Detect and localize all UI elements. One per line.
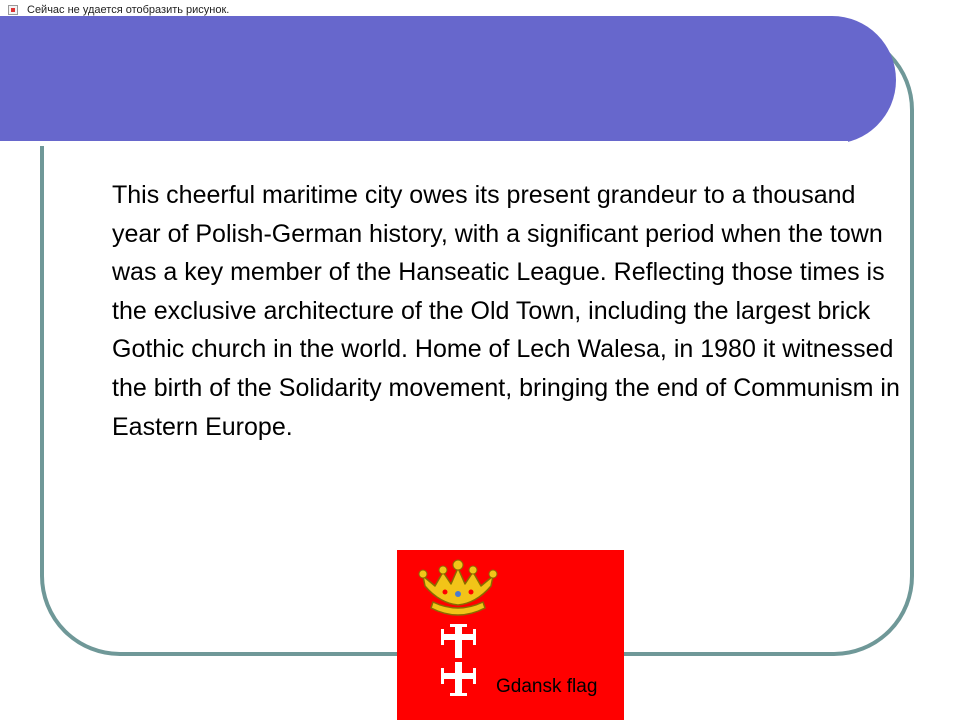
broken-image-icon [8,5,18,15]
title-underline [0,141,848,146]
flag-caption: Gdansk flag [496,676,598,697]
broken-image-message: Сейчас не удается отобразить рисунок. [27,4,230,16]
title-bar [0,16,896,144]
body-text: This cheerful maritime city owes its present grandeur to a thousand year of Polish-German history, with a significant period when the town was a key member of the Hanseatic League. Reflecting those times is the exclusive architecture of the Old Town, including the largest brick Gothic church in the world. Home of Lech Walesa, in 1980 it witnessed the birth of the Solidarity movement, bringing the end of Communism in Eastern Europe. [112,181,900,441]
